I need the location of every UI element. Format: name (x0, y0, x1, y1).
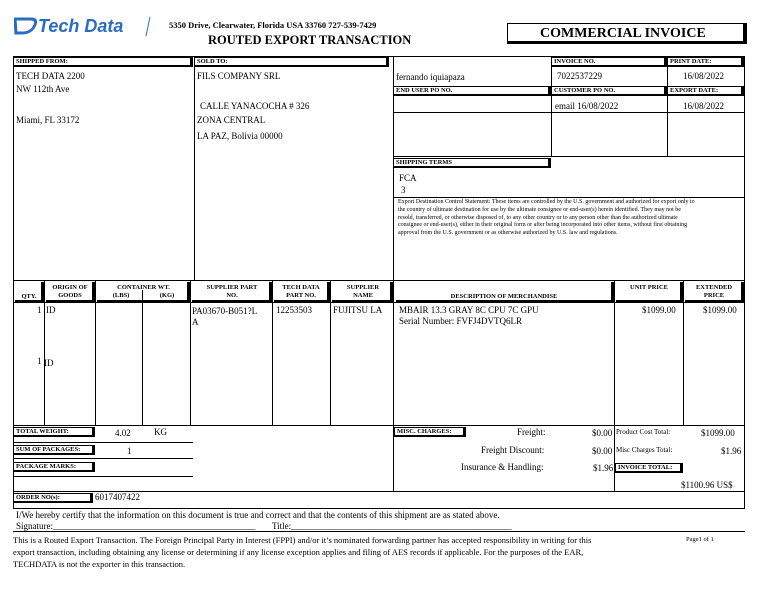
company-logo (14, 14, 154, 40)
col-kg: (KG) (159, 292, 175, 299)
sold-to-line4: LA PAZ, Bolivia 00000 (197, 131, 283, 141)
invoice-total-label: INVOICE TOTAL: (615, 463, 683, 473)
col-container: CONTAINER WT. (117, 284, 170, 291)
col-qty: QTY. (21, 293, 37, 300)
misc-total-label: Misc Charges Total: (616, 446, 673, 454)
invoice-no-label: INVOICE NO. (551, 57, 667, 67)
sold-to-line3: ZONA CENTRAL (197, 115, 266, 125)
package-marks-label: PACKAGE MARKS: (13, 462, 95, 472)
customer-po-label: CUSTOMER PO NO. (551, 86, 667, 96)
export-date-label: EXPORT DATE: (667, 86, 744, 96)
misc-charges-label: MISC. CHARGES: (394, 427, 466, 437)
page-number: Page1 of 1 (686, 536, 714, 543)
shipping-term: FCA (399, 173, 417, 183)
col-extended-price: EXTENDED PRICE (695, 284, 733, 299)
item-1-supplier-part: PA03670-B051?L A (192, 306, 257, 327)
end-user-po-label: END USER PO NO. (393, 86, 551, 96)
sold-to-label: SOLD TO: (194, 57, 389, 67)
item-1-unit-price: $1099.00 (642, 305, 676, 315)
total-weight-label: TOTAL WEIGHT: (13, 427, 95, 437)
shipping-terms-label: SHIPPING TERMS (393, 158, 551, 168)
misc-total: $1.96 (721, 446, 742, 456)
freight-label: Freight: (517, 427, 546, 437)
item-2-qty: 1 (37, 356, 42, 366)
print-date-label: PRINT DATE: (667, 57, 744, 67)
col-description: DESCRIPTION OF MERCHANDISE (450, 293, 558, 300)
col-lbs: (LBS) (112, 292, 130, 299)
shipped-from-line3: Miami, FL 33172 (16, 115, 80, 125)
export-date: 16/08/2022 (683, 101, 725, 111)
item-1-description: MBAIR 13.3 GRAY 8C CPU 7C GPU (399, 305, 539, 315)
packages: 1 (127, 446, 132, 456)
print-date: 16/08/2022 (683, 71, 725, 81)
order-no-label: ORDER NO(s): (13, 493, 93, 503)
freight-discount-value: $0.00 (592, 446, 613, 456)
certify-text: I/We hereby certify that the information on this document is true and correct and that the contents of this shipment are as stated above. (16, 510, 500, 520)
col-unit-price: UNIT PRICE (630, 284, 668, 291)
export-control-statement: Export Destination Control Statement: These items are controlled by the U.S. government and authorized for export only to the country of ultimate destination for use by the ultimate consignee or end-user(s) herein identified. They may not be resold, transferred, or otherwise disposed of, to any other country or to any person other than the authorized ultimate consignee or end-user(s), either in their original form or after being incorporated into other items, without first obtaining approval from the U.S. government or as otherwise authorized by U.S. law and regulations. (398, 199, 695, 237)
title-line[interactable]: Title:_________________________________________________ (272, 521, 512, 531)
col-supplier-name: SUPPLIER NAME (346, 284, 380, 299)
invoice-total: $1100.96 US$ (681, 480, 733, 490)
packages-label: SUM OF PACKAGES: (13, 445, 95, 455)
shipped-from-line2: NW 112th Ave (16, 84, 70, 94)
shipping-term-code: 3 (401, 185, 406, 195)
sold-to-line1: FILS COMPANY SRL (197, 71, 281, 81)
freight-value: $0.00 (592, 428, 613, 438)
routed-export-notice: This is a Routed Export Transaction. The Foreign Principal Party in Interest (FPPI) and/or it’s nominated forwarding partner has accepted responsibility in writing for this export transaction, including obtaining any license or determining if any license exception applies and filing of AES records if applicable. For the purposes of the EAR, TECHDATA is not the exporter in this transaction. (13, 535, 592, 569)
tech-data-logo-icon (14, 14, 154, 40)
document-subtitle: ROUTED EXPORT TRANSACTION (208, 33, 412, 47)
item-2-origin: ID (44, 358, 54, 368)
signature-line[interactable]: Signature:_____________________________________________ (16, 521, 256, 531)
weight-unit: KG (154, 427, 167, 437)
product-cost-label: Product Cost Total: (616, 428, 671, 436)
logo-text: Tech Data (38, 16, 124, 36)
shipped-from-label: SHIPPED FROM: (13, 57, 193, 67)
insurance-value: $1.96 (593, 463, 614, 473)
sold-to-line2: CALLE YANACOCHA # 326 (200, 101, 310, 111)
col-supplier-part: SUPPLIER PART NO. (206, 284, 258, 299)
freight-discount-label: Freight Discount: (481, 445, 545, 455)
insurance-label: Insurance & Handling: (461, 462, 544, 472)
total-weight: 4.02 (115, 428, 131, 438)
shipped-from-line1: TECH DATA 2200 (16, 71, 85, 81)
product-cost: $1099.00 (701, 428, 735, 438)
customer-po: email 16/08/2022 (555, 101, 619, 111)
item-1-techdata-part: 12253503 (276, 305, 312, 315)
company-address: 5350 Drive, Clearwater, Florida USA 33760 727-539-7429 (169, 20, 377, 30)
document-title: COMMERCIAL INVOICE (540, 26, 706, 41)
order-number: 6017407422 (95, 492, 140, 502)
invoice-no: 7022537229 (557, 71, 602, 81)
col-techdata-part: TECH DATA PART NO. (282, 284, 320, 299)
item-1-serial: Serial Number: FVFJ4DVTQ6LR (399, 316, 522, 326)
col-origin: ORIGIN OF GOODS (52, 284, 88, 299)
contact-name: fernando iquiapaza (396, 72, 465, 82)
document-title-box (507, 23, 747, 44)
item-1-origin: ID (46, 305, 56, 315)
item-1-supplier-name: FUJITSU LA (333, 305, 383, 315)
item-1-qty: 1 (37, 305, 42, 315)
item-1-extended-price: $1099.00 (703, 305, 737, 315)
